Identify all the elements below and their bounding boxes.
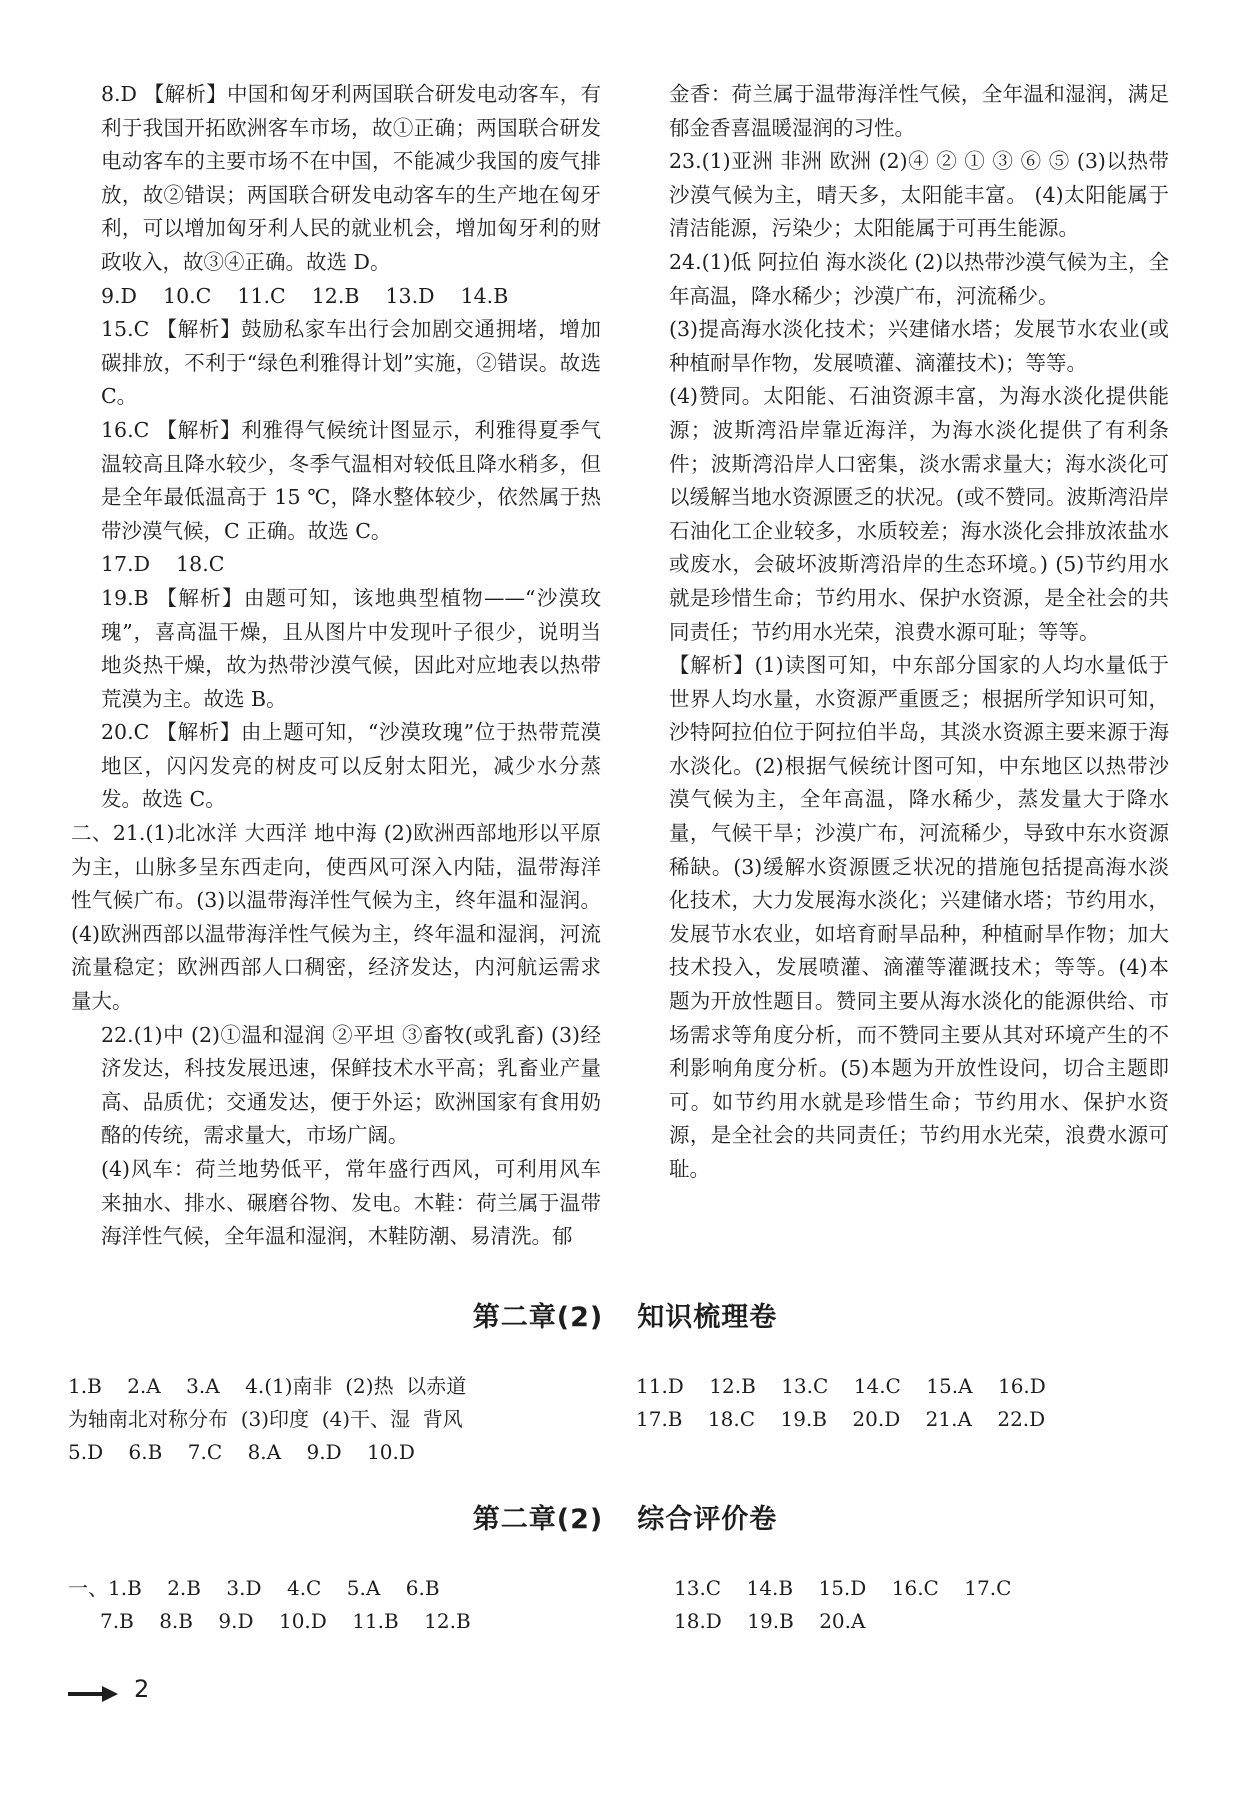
answer-paragraph: 二、21.(1)北冰洋 大西洋 地中海 (2)欧洲西部地形以平原为主，山脉多呈东西走向，使西风可深入内陆，温带海洋性气候广布。(3)以温带海洋性气候为主，终年温和湿润。 (4)欧洲西部以温带海洋性气候为主，终年温和湿润，河流流量稳定；欧洲西部人口稠密，经济发达，内河航运需求量大。 <box>71 821 601 1014</box>
answer-paragraph: 24.(1)低 阿拉伯 海水淡化 (2)以热带沙漠气候为主，全年高温，降水稀少；沙漠广布，河流稀少。 <box>669 249 1169 308</box>
answer-paragraph: (3)提高海水淡化技术；兴建储水塔；发展节水农业(或种植耐旱作物，发展喷灌、滴灌技术)；等等。 <box>669 317 1169 375</box>
answer-line: 17.B 18.C 19.B 20.D 21.A 22.D <box>636 1407 1046 1431</box>
section-chapter: 第二章(2) <box>472 1504 604 1535</box>
answer-paragraph: 金香：荷兰属于温带海洋性气候，全年温和湿润，满足郁金香喜温暖湿润的习性。 <box>669 82 1169 140</box>
answer-paragraph: (4)赞同。太阳能、石油资源丰富，为海水淡化提供能源；波斯湾沿岸靠近海洋，为海水淡化提供了有利条件；波斯湾沿岸人口密集，淡水需求量大；海水淡化可以缓解当地水资源匮乏的状况。(或不赞同。波斯湾沿岸石油化工企业较多，水质较差；海水淡化会排放浓盐水或废水，会破坏波斯湾沿岸的生态环境。) (5)节约用水就是珍惜生命；节约用水、保护水资源，是全社会的共同责任；节约用水光荣，浪费水源可耻；等等。 <box>669 384 1169 644</box>
answer-paragraph: 23.(1)亚洲 非洲 欧洲 (2)④ ② ① ③ ⑥ ⑤ (3)以热带沙漠气候为主，晴天多，太阳能丰富。 (4)太阳能属于清洁能源，污染少；太阳能属于可再生能源。 <box>669 149 1169 241</box>
section-name: 综合评价卷 <box>637 1504 778 1535</box>
section-heading-knowledge <box>0 1295 1250 1334</box>
answer-line: 1.B 2.A 3.A 4.(1)南非 (2)热 以赤道 <box>68 1374 467 1398</box>
answer-line: 为轴南北对称分布 (3)印度 (4)干、湿 背风 <box>68 1407 463 1431</box>
answer-line: 7.B 8.B 9.D 10.D 11.B 12.B <box>100 1609 471 1633</box>
section2-answers-left <box>68 1572 628 1638</box>
section-chapter: 第二章(2) <box>472 1302 604 1333</box>
answer-paragraph: 19.B 【解析】由题可知，该地典型植物——“沙漠玫瑰”，喜高温干燥，且从图片中发现叶子很少，说明当地炎热干燥，故为热带沙漠气候，因此对应地表以热带荒漠为主。故选 B。 <box>101 585 601 711</box>
section-heading-evaluation <box>0 1497 1250 1536</box>
answer-line: 13.C 14.B 15.D 16.C 17.C <box>674 1576 1012 1600</box>
answer-line: 11.D 12.B 13.C 14.C 15.A 16.D <box>636 1374 1046 1398</box>
answer-paragraph: 20.C 【解析】由上题可知，“沙漠玫瑰”位于热带荒漠地区，闪闪发亮的树皮可以反射太阳光，减少水分蒸发。故选 C。 <box>101 720 601 812</box>
answer-paragraph: 8.D 【解析】中国和匈牙利两国联合研发电动客车，有利于我国开拓欧洲客车市场，故①正确；两国联合研发电动客车的主要市场不在中国，不能减少我国的废气排放，故②错误；两国联合研发电动客车的生产地在匈牙利，可以增加匈牙利人民的就业机会，增加匈牙利的财政收入，故③④正确。故选 D。 <box>101 82 601 274</box>
section-name: 知识梳理卷 <box>637 1302 778 1333</box>
answer-line: 5.D 6.B 7.C 8.A 9.D 10.D <box>68 1440 415 1464</box>
answer-paragraph: 15.C 【解析】鼓励私家车出行会加剧交通拥堵，增加碳排放，不利于“绿色利雅得计划”实施，②错误。故选 C。 <box>101 317 601 409</box>
answer-paragraph: 16.C 【解析】利雅得气候统计图显示，利雅得夏季气温较高且降水较少，冬季气温相对较低且降水稍多，但是全年最低温高于 15 ℃，降水整体较少，依然属于热带沙漠气候，C 正确。故选 C。 <box>101 417 601 543</box>
right-text-column <box>669 78 1169 1187</box>
answer-paragraph: 22.(1)中 (2)①温和湿润 ②平坦 ③畜牧(或乳畜) (3)经济发达，科技发展迅速，保鲜技术水平高；乳畜业产量高、品质优；交通发达，便于外运；欧洲国家有食用奶酪的传统，需求量大，市场广阔。 <box>101 1022 601 1148</box>
answer-paragraph: 9.D 10.C 11.C 12.B 13.D 14.B <box>101 283 509 308</box>
answer-paragraph: 17.D 18.C <box>101 552 225 577</box>
section1-answers-right <box>636 1370 1196 1436</box>
answer-line: 18.D 19.B 20.A <box>674 1609 866 1633</box>
answer-line: 一、1.B 2.B 3.D 4.C 5.A 6.B <box>68 1576 440 1600</box>
left-text-column <box>71 78 601 1254</box>
section2-answers-right <box>674 1572 1194 1638</box>
page-number: 2 <box>134 1675 150 1703</box>
arrow-right-icon <box>68 1685 118 1703</box>
answer-paragraph: (4)风车：荷兰地势低平，常年盛行西风，可利用风车来抽水、排水、碾磨谷物、发电。木鞋：荷兰属于温带海洋性气候，全年温和湿润，木鞋防潮、易清洗。郁 <box>101 1157 601 1249</box>
section1-answers-left <box>68 1370 628 1469</box>
analysis-paragraph: 【解析】(1)读图可知，中东部分国家的人均水量低于世界人均水量，水资源严重匮乏；根据所学知识可知，沙特阿拉伯位于阿拉伯半岛，其淡水资源主要来源于海水淡化。(2)根据气候统计图可知，中东地区以热带沙漠气候为主，全年高温，降水稀少，蒸发量大于降水量，气候干旱；沙漠广布，河流稀少，导致中东水资源稀缺。(3)缓解水资源匮乏状况的措施包括提高海水淡化技术，大力发展海水淡化；兴建储水塔；节约用水，发展节水农业，如培育耐旱品种，种植耐旱作物；加大技术投入，发展喷灌、滴灌等灌溉技术；等等。(4)本题为开放性题目。赞同主要从海水淡化的能源供给、市场需求等角度分析，而不赞同主要从其对环境产生的不利影响角度分析。(5)本题为开放性设问，切合主题即可。如节约用水就是珍惜生命；节约用水、保护水资源，是全社会的共同责任；节约用水光荣，浪费水源可耻。 <box>669 653 1169 1181</box>
